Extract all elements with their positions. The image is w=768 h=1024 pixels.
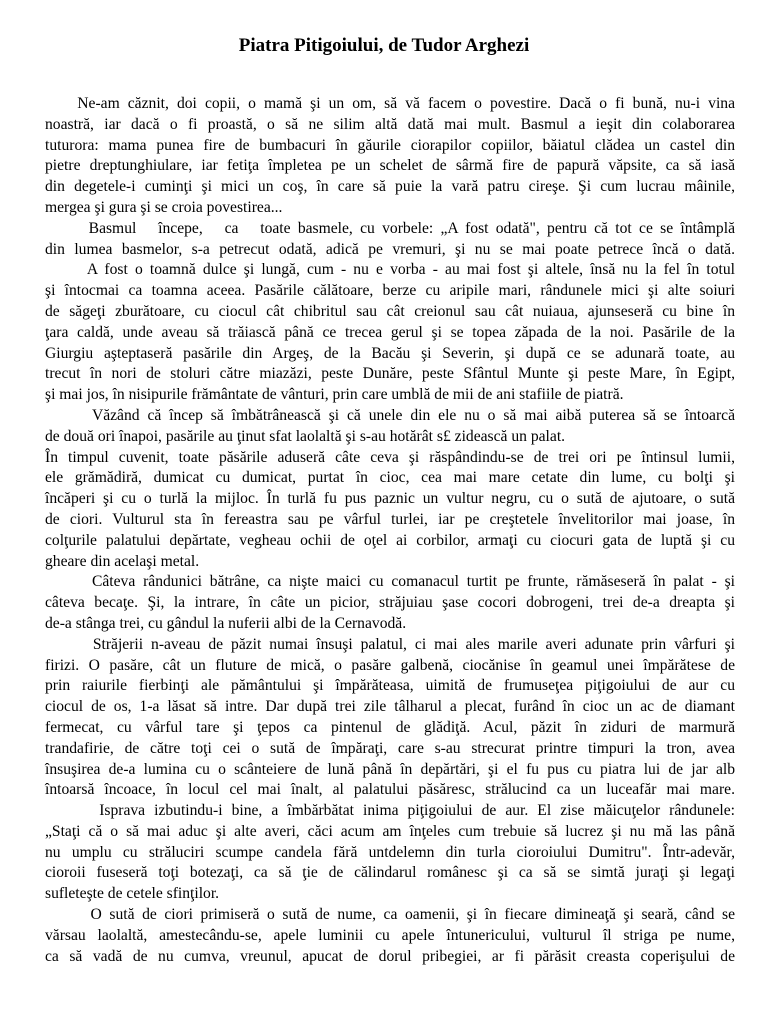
text-line: prin raiurile fierbinţi ale pământului şi împărăteasa, uimită de frumuseţea piţigoiului de aur cu — [45, 677, 735, 695]
text-line: de două ori înapoi, pasările au ţinut sfat laolaltă şi s-au hotărât s£ zidească un palat. — [45, 427, 566, 445]
text-line: ele grămădiră, dumicat cu dumicat, purtat în cioc, cea mai mare cetate din lume, cu bolţi şi — [45, 469, 735, 487]
text-line: noastră, iar dacă o fi proastă, o să ne silim altă dată mai mult. Basmul a ieşit din colaborarea — [45, 115, 735, 133]
text-line: vărsau laolaltă, amestecându-se, apele luminii cu apele întunericului, vulturul îl striga pe nume, — [45, 926, 735, 944]
text-line: sufleteşte de cetele sfinţilor. — [45, 885, 220, 903]
text-line: O sută de ciori primiseră o sută de nume, ca oamenii, şi în fiecare dimineaţă şi seară, când se — [45, 906, 735, 924]
text-line: ca să vadă de nu cumva, vreunul, apucat de dorul pribegiei, ar fi părăsit creasta coperişului de — [45, 947, 735, 965]
text-line: din degetele-i cuminţi şi mici un coş, în care să puie la vară patru cireşe. Şi cum lucrau mâinile, — [45, 178, 735, 196]
text-line: Basmul începe, ca toate basmele, cu vorbele: „A fost odată", pentru că tot ce se întâmplă — [45, 219, 735, 237]
text-line: gheare din acelaşi metal. — [45, 552, 200, 570]
text-line: A fost o toamnă dulce şi lungă, cum - nu e vorba - au mai fost şi altele, însă nu la fel în totul — [45, 261, 735, 279]
text-line: În timpul cuvenit, toate păsările aduseră câte ceva şi răspândindu-se de trei ori pe întinsul lumii, — [45, 448, 735, 466]
text-line: de săgeţi zburătoare, cu ciocul cât chibritul sau cât creionul sau cât nuiaua, ajunseseră cu bine în — [45, 302, 735, 320]
text-line: Ne-am căznit, doi copii, o mamă şi un om, să vă facem o povestire. Dacă o fi bună, nu-i vina — [45, 95, 735, 112]
text-line: şi întocmai ca toamna aceea. Pasările călătoare, berze cu aripile mari, rândunele mici şi alte soiuri — [45, 282, 735, 300]
text-line: trandafirie, de către toţi cei o sută de împăraţi, care s-au strecurat printre timpuri la tron, avea — [45, 739, 735, 757]
text-line: din lumea basmelor, s-a petrecut odată, adică pe vremuri, şi nu se mai poate petrece încă o dată. — [45, 240, 735, 258]
text-line: Câteva rândunici bătrâne, ca nişte maici cu comanacul turtit pe frunte, rămăseseră în palat - şi — [45, 573, 735, 591]
text-line: ţara caldă, unde aveau să trăiască până ce trecea gerul şi se topea zăpada de la noi. Pasările de la — [45, 323, 735, 341]
document-title: Piatra Pitigoiului, de Tudor Arghezi — [238, 35, 530, 56]
text-line: tuturora: mama punea fire de bumbacuri în găurile ciorapilor copiilor, băiatul clădea un castel din — [45, 136, 735, 154]
text-line: firizi. O pasăre, cât un fluture de mică, o pasăre galbenă, ciocănise în geamul unei împărătese de — [45, 656, 735, 674]
text-line: „Staţi că o să mai aduc şi alte averi, căci acum am înţeles cum trebuie să lucrez şi nu mă las până — [45, 822, 735, 840]
text-line: colţurile palatului depărtate, vegheau ochii de oţel ai corbilor, armaţi cu ciocuri gata de luptă şi cu — [45, 531, 735, 549]
text-line: câteva becaţe. Şi, la intrare, în câte un picior, străjuiau şase cocori dobrogeni, trei de-a dreapta şi — [45, 594, 735, 612]
text-line: Isprava izbutindu-i bine, a îmbărbătat inima piţigoiului de aur. El zise măicuţelor rândunele: — [45, 802, 735, 820]
text-line: nu umplu cu străluciri scumpe candela fără untdelemn din turla cioroiului Dumitru". Într-adevăr, — [45, 843, 735, 861]
text-line: fermecat, cu vârful tare şi ţepos ca pintenul de glădiţă. Acul, păzit în ziduri de marmură — [45, 718, 735, 736]
text-line: de ciori. Vulturul sta în fereastra sau pe vârful turlei, iar pe creştetele învelitorilor mai joase, în — [45, 510, 735, 528]
text-line: trecut în nori de stoluri către miazăzi, peste Dunăre, peste Sfântul Munte şi peste Mare, în Egipt, — [45, 365, 735, 383]
document-body — [45, 94, 735, 967]
text-line: Văzând că încep să îmbătrânească şi că unele din ele nu o să mai aibă puterea să se întoarcă — [45, 406, 735, 424]
text-line: Străjerii n-aveau de păzit numai însuşi palatul, ci mai ales marile averi adunate prin vârfuri şi — [45, 635, 735, 653]
text-line: cioroii fuseseră toţi botezaţi, ca să ţie de călindarul românesc şi ca să se simtă juraţi şi legaţi — [45, 864, 735, 882]
text-line: Giurgiu aşteptaseră pasările din Argeş, de la Bacău şi Severin, şi după ce se adunară toate, au — [45, 344, 735, 362]
text-line: de-a stânga trei, cu gândul la nuferii albi de la Cernavodă. — [45, 614, 407, 632]
text-line: întoarsă încoace, în locul cel mai înalt, al palatului păsăresc, strălucind ca un luceafăr mai mare. — [45, 781, 735, 799]
text-line: încăperi şi cu o turlă la mijloc. În turlă fu pus paznic un vultur negru, cu o sută de ajutoare, o sută — [45, 490, 735, 508]
text-line: şi mai jos, în nisipurile frământate de vânturi, prin care umblă de mii de ani stafiile de piatră. — [45, 386, 624, 404]
text-line: mergea şi gura şi se croia povestirea... — [45, 198, 283, 216]
text-line: însuşirea de-a lumina cu o scânteiere de lună până în depărtări, şi el fu pus cu piatra lui de jar alb — [45, 760, 735, 778]
text-line: ciocul de os, 1-a lăsat să intre. Dar după trei zile tâlharul a plecat, furând în cioc un ac de diamant — [45, 698, 735, 716]
text-line: pietre dreptunghiulare, iar fetiţa împletea pe un schelet de sârmă fire de papură văpsite, ca să iasă — [45, 157, 735, 175]
